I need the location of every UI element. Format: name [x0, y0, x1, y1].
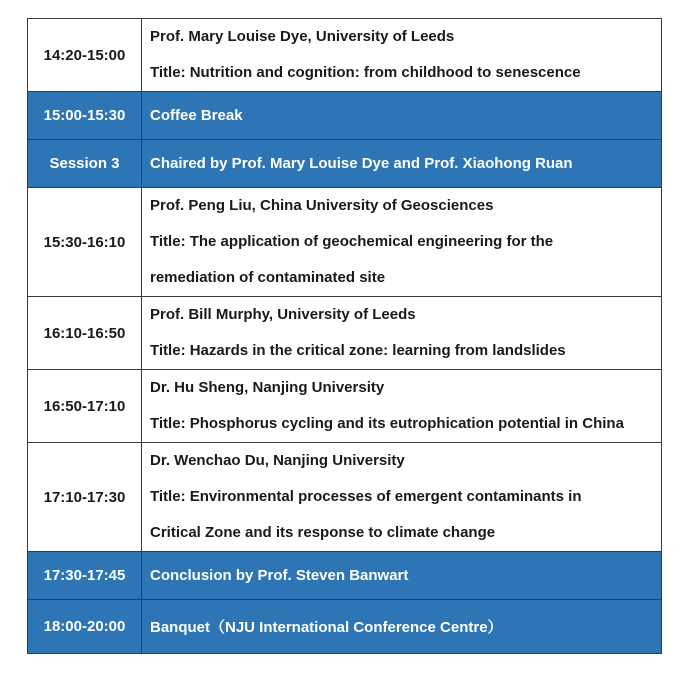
content-cell: Conclusion by Prof. Steven Banwart	[142, 552, 662, 600]
time-cell: 17:10-17:30	[28, 443, 142, 552]
time-cell: 16:10-16:50	[28, 297, 142, 370]
speaker-line: Dr. Hu Sheng, Nanjing University	[150, 379, 385, 396]
speaker-line: Prof. Peng Liu, China University of Geosciences	[150, 197, 494, 214]
title-line: Title: Nutrition and cognition: from childhood to senescence	[150, 64, 581, 81]
content-cell	[142, 19, 662, 92]
time-cell: 15:00-15:30	[28, 92, 142, 140]
agenda-row	[28, 19, 662, 92]
agenda-row	[28, 443, 662, 552]
agenda-table	[27, 18, 662, 654]
content-cell: Banquet（NJU International Conference Centre）	[142, 600, 662, 654]
title-line: Critical Zone and its response to climate change	[150, 524, 496, 541]
time-cell: 17:30-17:45	[28, 552, 142, 600]
agenda-row	[28, 370, 662, 443]
speaker-line: Prof. Mary Louise Dye, University of Leeds	[150, 28, 455, 45]
agenda-row-highlight	[28, 600, 662, 654]
session-cell: Session 3	[28, 140, 142, 188]
content-cell	[142, 443, 662, 552]
content-cell: Chaired by Prof. Mary Louise Dye and Prof. Xiaohong Ruan	[142, 140, 662, 188]
time-cell: 14:20-15:00	[28, 19, 142, 92]
time-cell: 18:00-20:00	[28, 600, 142, 654]
title-line: remediation of contaminated site	[150, 269, 386, 286]
speaker-line: Dr. Wenchao Du, Nanjing University	[150, 452, 405, 469]
agenda-row-highlight	[28, 552, 662, 600]
title-line: Title: Environmental processes of emergent contaminants in	[150, 488, 582, 505]
agenda-row	[28, 297, 662, 370]
title-line: Title: Phosphorus cycling and its eutrophication potential in China	[150, 415, 624, 432]
speaker-line: Prof. Bill Murphy, University of Leeds	[150, 306, 416, 323]
agenda-row	[28, 188, 662, 297]
content-cell	[142, 297, 662, 370]
title-line: Title: The application of geochemical engineering for the	[150, 233, 554, 250]
content-cell	[142, 188, 662, 297]
time-cell: 15:30-16:10	[28, 188, 142, 297]
agenda-row-highlight	[28, 140, 662, 188]
title-line: Title: Hazards in the critical zone: learning from landslides	[150, 342, 566, 359]
content-cell	[142, 370, 662, 443]
content-cell: Coffee Break	[142, 92, 662, 140]
time-cell: 16:50-17:10	[28, 370, 142, 443]
agenda-row-highlight	[28, 92, 662, 140]
